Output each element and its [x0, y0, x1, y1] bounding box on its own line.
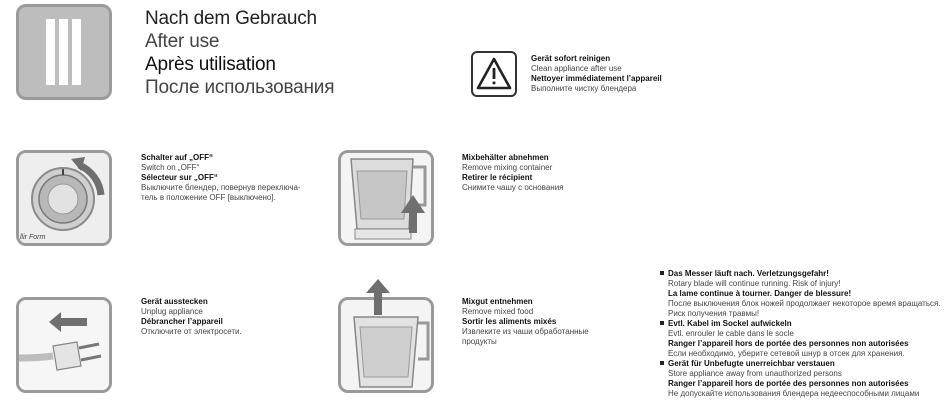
note3-en: Store appliance away from unauthorized persons [668, 369, 842, 378]
section-stripe [59, 19, 68, 85]
title-en: After use [145, 31, 220, 52]
bullet-icon [660, 321, 664, 325]
section-stripe [72, 19, 81, 85]
step2-fr: Retirer le récipient [462, 173, 533, 182]
step1-ru-line1: Выключите блендер, повернув переключа- [141, 183, 301, 192]
step4-ru-line2: продукты [462, 337, 497, 346]
warning-icon [471, 51, 517, 97]
step4-ru-line1: Извлеките из чаши обработанные [462, 327, 589, 336]
title-de: Nach dem Gebrauch [145, 8, 317, 29]
section-icon [16, 4, 112, 100]
warning-text [531, 54, 662, 94]
step-switch-off-image [16, 150, 112, 246]
step-switch-off-text [141, 153, 301, 203]
note2-ru: Если необходимо, уберите сетевой шнур в отсек для хранения. [668, 349, 905, 358]
step-unplug-image [16, 297, 112, 393]
step-remove-food-image [338, 277, 434, 397]
step3-en: Unplug appliance [141, 307, 203, 316]
note-item [668, 359, 941, 399]
note1-ru-line2: Риск получения травмы! [668, 309, 760, 318]
note-item [668, 319, 941, 359]
note3-de: Gerät für Unbefugte unerreichbar verstauen [668, 359, 835, 368]
title-ru: После использования [145, 77, 335, 98]
warning-en: Clean appliance after use [531, 64, 622, 73]
note3-ru: Не допускайте использования блендера недееспособными лицами [668, 389, 920, 398]
note1-de: Das Messer läuft nach. Verletzungsgefahr! [668, 269, 829, 278]
warning-de: Gerät sofort reinigen [531, 54, 611, 63]
step2-en: Remove mixing container [462, 163, 553, 172]
note2-en: Evtl. enrouler le cable dans le socle [668, 329, 794, 338]
note1-fr: La lame continue à tourner. Danger de blessure! [668, 289, 852, 298]
notes-list [668, 269, 941, 399]
note1-ru-line1: После выключения блок ножей продолжает некоторое время вращаться. [668, 299, 941, 308]
title-fr: Après utilisation [145, 54, 276, 75]
step-remove-container-image [338, 150, 434, 246]
note2-fr: Ranger l’appareil hors de portée des personnes non autorisées [668, 339, 909, 348]
step2-de: Mixbehälter abnehmen [462, 153, 549, 162]
note3-fr: Ranger l’appareil hors de portée des personnes non autorisées [668, 379, 909, 388]
step4-en: Remove mixed food [462, 307, 534, 316]
step1-fr: Sélecteur sur „OFF“ [141, 173, 218, 182]
step-unplug-text [141, 297, 242, 337]
bullet-icon [660, 271, 664, 275]
brand-label: llir Form [20, 234, 46, 241]
step-remove-food-text [462, 297, 589, 347]
bullet-icon [660, 361, 664, 365]
note-item [668, 269, 941, 319]
step1-de: Schalter auf „OFF“ [141, 153, 214, 162]
page-title [145, 7, 334, 99]
step3-ru: Отключите от электросети. [141, 327, 242, 336]
step1-en: Switch on „OFF“ [141, 163, 200, 172]
step3-fr: Débrancher l’appareil [141, 317, 223, 326]
step2-ru: Снимите чашу с основания [462, 183, 564, 192]
step-remove-container-text [462, 153, 564, 193]
step4-de: Mixgut entnehmen [462, 297, 533, 306]
step4-fr: Sortir les aliments mixés [462, 317, 557, 326]
step1-ru-line2: тель в положение OFF [выключено]. [141, 193, 276, 202]
section-stripe [46, 19, 55, 85]
warning-ru: Выполните чистку блендера [531, 84, 637, 93]
step3-de: Gerät ausstecken [141, 297, 208, 306]
note2-de: Evtl. Kabel im Sockel aufwickeln [668, 319, 792, 328]
note1-en: Rotary blade will continue running. Risk of injury! [668, 279, 841, 288]
warning-fr: Nettoyer immédiatement l’appareil [531, 74, 662, 83]
